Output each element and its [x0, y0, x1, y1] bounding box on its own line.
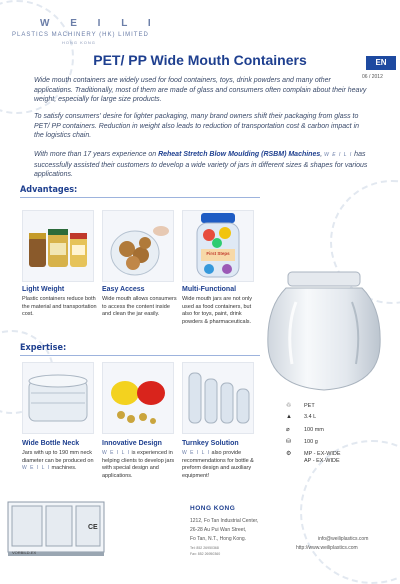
section-divider	[20, 355, 260, 356]
spec-machine-2: AP - EX-WIDE	[304, 458, 340, 464]
card-title-wide-bottle-neck: Wide Bottle Neck	[22, 440, 80, 447]
spec-machine: ⚙ MP - EX-WIDE	[286, 450, 341, 457]
toy-jar-label: First Steps	[206, 251, 230, 256]
expertise-heading: Expertise:	[20, 343, 67, 353]
card-title-turnkey-solution: Turnkey Solution	[182, 440, 239, 447]
telephone: Tel: 852 26950368	[190, 546, 219, 550]
intro-paragraph-2: To satisfy consumers' desire for lighter packaging, many brand owners shift their packaging from glass to PET/ PP containers. Reduction in weight also leads to reduction of transportation cost & carbon impact in the logistics chain.	[34, 113, 360, 139]
fax: Fax: 852 26950360	[190, 552, 221, 556]
card-text-multi-functional: Wide mouth jars are not only used as food containers, but also for toys, paint, drink powders & pharmaceuticals.	[182, 296, 253, 325]
recycle-icon: ♲	[286, 403, 292, 409]
spec-material: ♲ PET	[286, 402, 315, 409]
volume-icon: ▲	[286, 414, 292, 420]
company-logo: W E I L I	[40, 18, 160, 29]
address-line-2: 26-28 Au Pui Wan Street,	[190, 527, 247, 533]
address-line-1: 1212, Fo Tan Industrial Center,	[190, 518, 259, 524]
inline-logo: W E I L I	[324, 152, 353, 158]
machine-label: VORBILD-EX	[12, 550, 37, 555]
advantages-heading: Advantages:	[20, 185, 78, 195]
intro-paragraph-3: With more than 17 years experience on Reheat Stretch Blow Moulding (RSBM) Machines, W E I L I has successfully assisted their customers to develop a wide variety of jars in different sizes & shapes for various applications.	[34, 151, 368, 178]
section-divider	[20, 197, 260, 198]
inline-logo: W E I L I	[182, 450, 210, 456]
page-title: PET/ PP Wide Mouth Containers	[93, 52, 307, 68]
card-title-innovative-design: Innovative Design	[102, 440, 162, 447]
diameter-icon: ⌀	[286, 427, 290, 433]
wide-neck-image	[22, 362, 94, 434]
card-title-multi-functional: Multi-Functional	[182, 286, 237, 293]
blow-moulding-machine-image	[4, 494, 114, 562]
inline-logo: W E I L I	[22, 465, 50, 471]
card-text-wide-bottle-neck: Jars with up to 190 mm neck diameter can be produced on W E I L I machines.	[22, 450, 94, 471]
food-jars-image	[22, 210, 94, 282]
machine-icon: ⚙	[286, 451, 292, 457]
weight-icon: ⛁	[286, 439, 292, 445]
card-title-easy-access: Easy Access	[102, 286, 145, 293]
cookie-jar-image	[102, 210, 174, 282]
spec-volume: ▲ 3.4 L	[286, 414, 317, 420]
publish-date: 06 / 2012	[362, 74, 383, 80]
intro-paragraph-1: Wide mouth containers are widely used for food containers, toys, drink powders and many other applications. Traditionally, most of them are made of glass and consumers often complain about their heavy weight, especially for large size products.	[34, 77, 367, 103]
toy-jar-image	[182, 210, 254, 282]
inline-logo: W E I L I	[102, 450, 130, 456]
card-text-light-weight: Plastic containers reduce both the material and transportation cost.	[22, 296, 97, 317]
address-line-3: Fo Tan, N.T., Hong Kong.	[190, 536, 247, 542]
website-link[interactable]: http://www.weiliplastics.com	[296, 545, 358, 551]
language-badge[interactable]: EN	[366, 56, 396, 70]
company-name: PLASTICS MACHINERY (HK) LIMITED	[12, 32, 149, 38]
card-text-easy-access: Wide mouth allows consumers to access the content inside and clean the jar easily.	[102, 296, 177, 317]
card-title-light-weight: Light Weight	[22, 286, 65, 293]
ce-mark: CE	[88, 524, 98, 531]
email-link[interactable]: info@weiliplastics.com	[318, 536, 369, 542]
card-text-turnkey-solution: W E I L I also provide recommendations for bottle & preform design and auxiliary equipment!	[182, 450, 254, 479]
preforms-image	[182, 362, 254, 434]
wide-mouth-jar-image	[256, 268, 392, 394]
card-text-innovative-design: W E I L I is experienced in helping clients to develop jars with special design and applications.	[102, 450, 175, 479]
rsbm-highlight: Reheat Stretch Blow Moulding (RSBM) Machines	[158, 151, 321, 158]
spec-weight: ⛁ 100 g	[286, 438, 318, 445]
company-location: HONG KONG	[62, 40, 96, 45]
piggy-bank-image	[102, 362, 174, 434]
office-heading: HONG KONG	[190, 505, 236, 512]
spec-diameter: ⌀ 100 mm	[286, 426, 324, 433]
